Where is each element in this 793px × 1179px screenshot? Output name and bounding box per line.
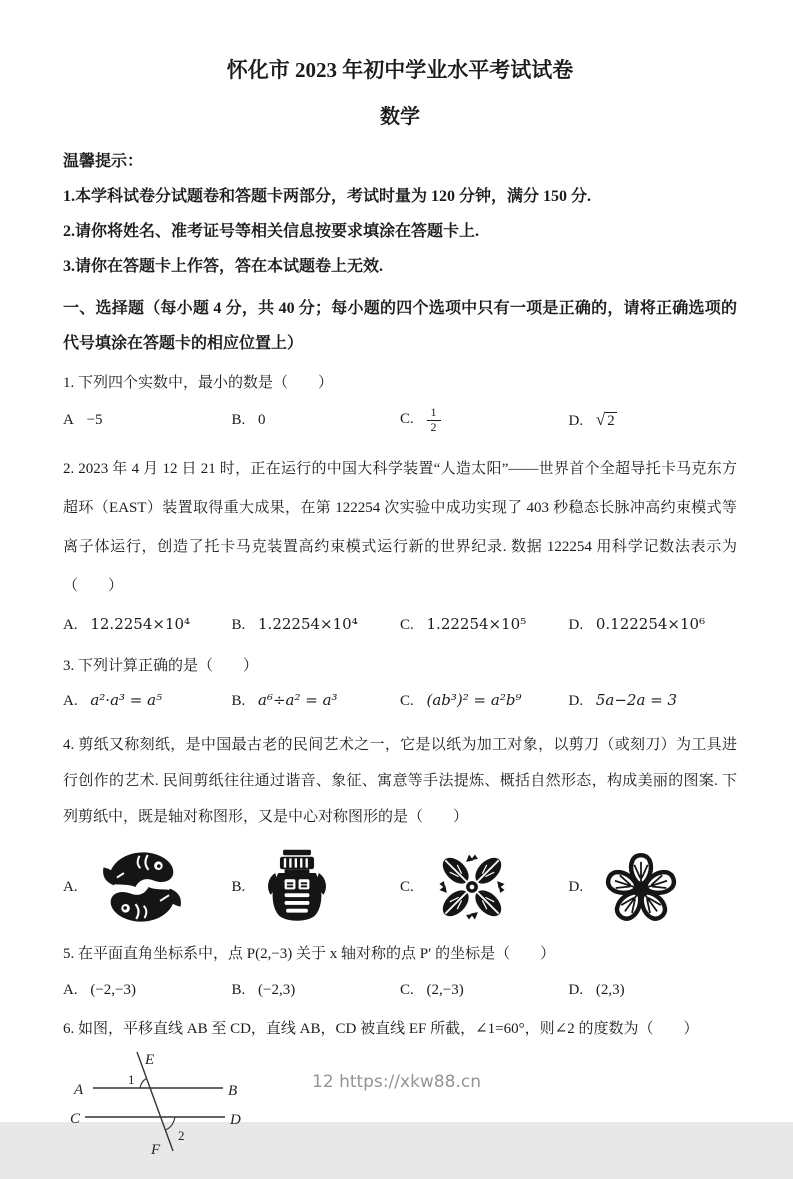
- option-a: [63, 615, 232, 634]
- option-c-label: C.: [400, 878, 414, 895]
- option-c-value: 1.22254×10⁵: [426, 615, 527, 633]
- diagram-label-c: C: [70, 1111, 81, 1127]
- diagram-label-a: A: [74, 1082, 84, 1098]
- question-1: [63, 372, 737, 437]
- question-6-diagram-wrap: [65, 1044, 737, 1179]
- option-b-value: a⁶÷a² = a³: [258, 691, 338, 709]
- notice-item-1: 1.本学科试卷分试题卷和答题卡两部分，考试时量为 120 分钟，满分 150 分.: [63, 188, 592, 205]
- option-b-label: B.: [231, 878, 246, 895]
- question-3-text: 3. 下列计算正确的是（ ）: [63, 658, 259, 674]
- option-d-value: 5a−2a = 3: [595, 691, 678, 709]
- option-b-value: 1.22254×10⁴: [258, 615, 358, 633]
- option-d: [569, 410, 738, 430]
- fraction-numerator: 1: [427, 406, 441, 421]
- option-c-fraction: [427, 406, 441, 435]
- section-heading-choice: 一、选择题（每小题 4 分，共 40 分；每小题的四个选项中只有一项是正确的，请将正确选项的代号填涂在答题卡的相应位置上）: [63, 300, 737, 352]
- question-3: [63, 655, 737, 710]
- notice-item-2: 2.请你将姓名、准考证号等相关信息按要求填涂在答题卡上.: [63, 223, 480, 240]
- diagram-label-b: B: [228, 1083, 238, 1099]
- option-d-label: D.: [568, 982, 584, 998]
- question-4: [63, 727, 737, 931]
- question-5: [63, 943, 737, 999]
- diagram-angle-2: 2: [178, 1128, 185, 1143]
- question-2: [63, 450, 737, 634]
- option-c-value: (2,−3): [426, 982, 464, 998]
- option-c-value: (ab³)² = a²b⁹: [426, 691, 522, 709]
- option-c-label: C.: [400, 411, 414, 428]
- option-a-value: (−2,−3): [90, 982, 137, 998]
- question-5-text: 5. 在平面直角坐标系中，点 P(2,−3) 关于 x 轴对称的点 P′ 的坐标是（ ）: [63, 946, 556, 962]
- option-a: [63, 982, 232, 999]
- option-b-value: (−2,3): [258, 982, 296, 998]
- option-b-label: B.: [231, 982, 246, 998]
- option-b: [232, 615, 401, 634]
- radical-sign: √: [595, 410, 606, 429]
- option-b-value: 0: [258, 411, 266, 428]
- option-b: [232, 691, 401, 710]
- option-d: [569, 615, 738, 634]
- papercut-vase-icon: [266, 846, 328, 928]
- option-a-label: A.: [63, 617, 78, 633]
- option-a-label: A.: [63, 693, 78, 709]
- option-a: [63, 843, 232, 931]
- subject-title: 数学: [380, 106, 420, 128]
- option-c: [400, 691, 569, 710]
- question-6-text: 6. 如图，平移直线 AB 至 CD，直线 AB，CD 被直线 EF 所截，∠1=60°，则∠2 的度数为（ ）: [63, 1021, 699, 1037]
- radicand-value: 2: [607, 413, 615, 429]
- option-a-value: −5: [86, 411, 103, 428]
- option-a-label: A: [63, 411, 74, 428]
- notice-heading: 温馨提示：: [63, 153, 144, 170]
- diagram-angle-1: 1: [128, 1072, 135, 1087]
- option-c-label: C.: [400, 982, 414, 998]
- parallel-lines-transversal-diagram: [65, 1044, 275, 1174]
- option-a-label: A.: [63, 982, 78, 998]
- option-c: [400, 406, 569, 435]
- option-c-label: C.: [400, 693, 414, 709]
- diagram-label-f: F: [151, 1142, 161, 1158]
- option-b: [232, 982, 401, 999]
- option-c: [400, 843, 569, 931]
- option-d: [569, 982, 738, 999]
- option-c: [400, 615, 569, 634]
- option-d: [569, 843, 738, 931]
- option-d-label: D.: [568, 878, 584, 895]
- question-2-options: [63, 615, 737, 634]
- papercut-square-rosette-icon: [435, 848, 509, 926]
- option-b: [232, 843, 401, 931]
- question-1-options: [63, 403, 737, 437]
- option-d-label: D.: [568, 693, 584, 709]
- page-title: 怀化市 2023 年初中学业水平考试试卷: [226, 58, 574, 82]
- diagram-label-d: D: [230, 1112, 241, 1128]
- option-b-label: B.: [231, 693, 246, 709]
- option-d-value: 0.122254×10⁶: [595, 615, 706, 633]
- option-a-value: 12.2254×10⁴: [90, 615, 191, 633]
- option-d-value: (2,3): [595, 982, 625, 998]
- option-a-value: a²·a³ = a⁵: [90, 691, 163, 709]
- option-a: [63, 412, 232, 429]
- notice-item-3: 3.请你在答题卡上作答，答在本试题卷上无效.: [63, 258, 384, 275]
- option-b-label: B.: [231, 617, 246, 633]
- option-a-label: A.: [63, 878, 78, 895]
- question-5-options: [63, 982, 737, 999]
- question-4-options: [63, 843, 737, 931]
- footer-page-info: 12 https://xkw88.cn: [312, 1072, 481, 1092]
- question-2-text: 2. 2023 年 4 月 12 日 21 时，正在运行的中国大科学装置“人造太阳”——世界首个全超导托卡马克东方超环（EAST）装置取得重大成果，在第 122254 次实验中成功实现了 403 秒稳态长脉冲高约束模式等离子体运行，创造了托卡马克装置高约束模式运行新的世界纪录. 数据 122254 用科学记数法表示为（ ）: [63, 461, 737, 594]
- option-d: [569, 691, 738, 710]
- option-b-label: B.: [231, 411, 246, 428]
- fraction-denominator: 2: [430, 419, 437, 434]
- option-c: [400, 982, 569, 999]
- option-d-label: D.: [568, 413, 584, 429]
- question-3-options: [63, 691, 737, 710]
- option-b: [232, 412, 401, 429]
- question-1-text: 1. 下列四个实数中，最小的数是（ ）: [63, 375, 334, 391]
- diagram-label-e: E: [145, 1052, 155, 1068]
- option-a: [63, 691, 232, 710]
- question-6: [63, 1018, 737, 1179]
- question-4-text: 4. 剪纸又称刻纸，是中国最古老的民间艺术之一，它是以纸为加工对象，以剪刀（或刻刀）为工具进行创作的艺术. 民间剪纸往往通过谐音、象征、寓意等手法提炼、概括自然形态，构成美丽的图案. 下列剪纸中，既是轴对称图形，又是中心对称图形的是（ ）: [63, 737, 737, 825]
- papercut-plum-flower-icon: [604, 850, 678, 924]
- option-d-label: D.: [568, 617, 584, 633]
- notice-block: [63, 151, 737, 278]
- papercut-double-fish-icon: [99, 846, 185, 928]
- option-c-label: C.: [400, 617, 414, 633]
